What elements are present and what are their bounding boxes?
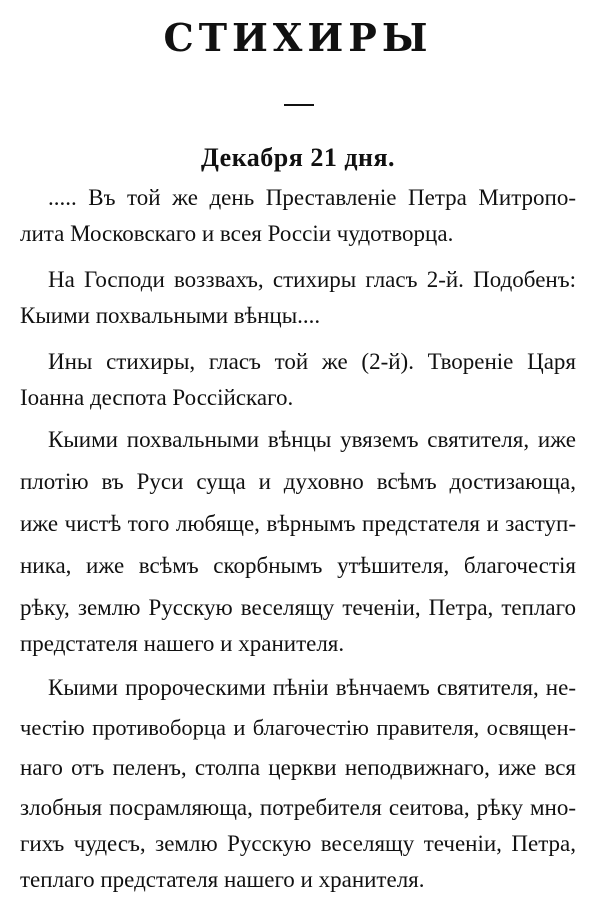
paragraph-4-line-2: плотію въ Руси суща и духовно всѣмъ достизающа, — [20, 469, 576, 494]
paragraph-4-line-1: Кыими похвальными вѣнцы увяземъ святителя, иже — [48, 427, 576, 452]
paragraph-1-line-2: лита Московскаго и всея Россіи чудотворца. — [20, 221, 454, 246]
paragraph-5-line-6: теплаго предстателя нашего и хранителя. — [20, 867, 425, 892]
date-heading: Декабря 21 дня. — [200, 143, 396, 172]
title-divider-rule — [284, 104, 314, 106]
paragraph-2-line-1: На Господи воззвахъ, стихиры гласъ 2-й. Подобенъ: — [48, 267, 576, 292]
paragraph-5-line-2: честію противоборца и благочестію правителя, освящен- — [20, 715, 576, 740]
paragraph-3-line-1: Ины стихиры, гласъ той же (2-й). Творенiе Царя — [48, 349, 576, 374]
paragraph-2-line-2: Кыими похвальными вѣнцы.... — [20, 303, 321, 328]
paragraph-4-line-3: иже чистѣ того любяще, вѣрнымъ предстателя и заступ- — [20, 511, 576, 536]
paragraph-5-line-1: Кыими пророческими пѣніи вѣнчаемъ святителя, не- — [48, 675, 576, 700]
paragraph-3-line-2: Іоанна деспота Россійскаго. — [20, 385, 294, 410]
paragraph-5-line-3: наго отъ пеленъ, столпа церкви неподвижнаго, иже вся — [20, 755, 576, 780]
paragraph-5-line-4: злобныя посрамляюща, потребителя сеитова, рѣку мно- — [20, 795, 576, 820]
paragraph-4-line-5: рѣку, землю Русскую веселящу теченіи, Петра, теплаго — [20, 595, 576, 620]
paragraph-1-line-1: ..... Въ той же день Преставленіе Петра Митропо- — [48, 185, 576, 210]
paragraph-5-line-5: гихъ чудесъ, землю Русскую веселящу теченіи, Петра, — [20, 831, 576, 856]
paragraph-4-line-4: ника, иже всѣмъ скорбнымъ утѣшителя, благочестія — [20, 553, 576, 578]
page-title: СТИХИРЫ — [163, 15, 433, 60]
paragraph-4-line-6: предстателя нашего и хранителя. — [20, 631, 345, 656]
